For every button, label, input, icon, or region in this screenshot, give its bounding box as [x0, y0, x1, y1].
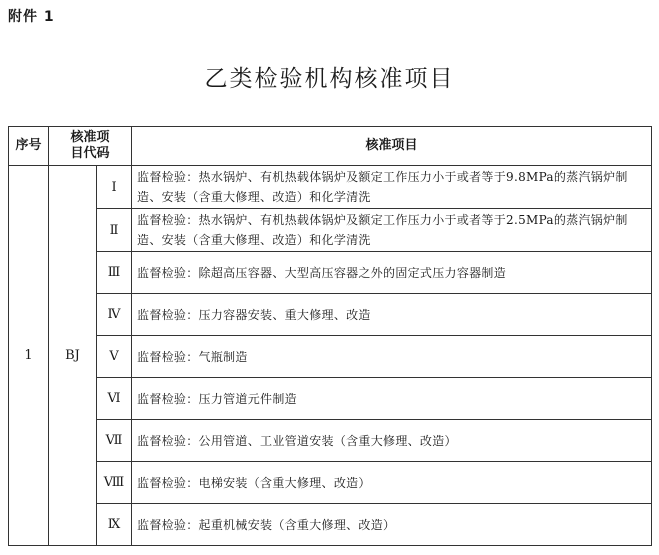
item-code: Ⅸ [97, 504, 132, 546]
item-code: Ⅵ [97, 378, 132, 420]
approval-items-table [8, 126, 652, 546]
table-row [9, 504, 652, 546]
item-code: Ⅷ [97, 462, 132, 504]
header-code-line1: 核准项 [70, 130, 110, 145]
item-code: Ⅲ [97, 252, 132, 294]
table-row [9, 462, 652, 504]
item-text: 监督检验：压力容器安装、重大修理、改造 [132, 294, 652, 336]
item-text: 监督检验：除超高压容器、大型高压容器之外的固定式压力容器制造 [132, 252, 652, 294]
item-text: 监督检验：热水锅炉、有机热载体锅炉及额定工作压力小于或者等于9.8MPa的蒸汽锅炉制造、安装（含重大修理、改造）和化学清洗 [132, 166, 652, 209]
item-text: 监督检验：气瓶制造 [132, 336, 652, 378]
table-row [9, 252, 652, 294]
item-text: 监督检验：热水锅炉、有机热载体锅炉及额定工作压力小于或者等于2.5MPa的蒸汽锅炉制造、安装（含重大修理、改造）和化学清洗 [132, 209, 652, 252]
table-row [9, 166, 652, 209]
header-code [49, 127, 132, 166]
item-code: Ⅱ [97, 209, 132, 252]
item-code: Ⅰ [97, 166, 132, 209]
table-row [9, 378, 652, 420]
item-text: 监督检验：公用管道、工业管道安装（含重大修理、改造） [132, 420, 652, 462]
table-header-row [9, 127, 652, 166]
item-text: 监督检验：电梯安装（含重大修理、改造） [132, 462, 652, 504]
table-row [9, 294, 652, 336]
group-index: 1 [9, 166, 49, 546]
group-code: BJ [49, 166, 97, 546]
attachment-label: 附件 1 [8, 9, 55, 25]
item-text: 监督检验：起重机械安装（含重大修理、改造） [132, 504, 652, 546]
table-row [9, 420, 652, 462]
item-code: Ⅶ [97, 420, 132, 462]
header-items: 核准项目 [132, 127, 652, 166]
header-code-line2: 目代码 [70, 146, 110, 161]
document-title: 乙类检验机构核准项目 [204, 66, 455, 92]
table-row [9, 336, 652, 378]
item-code: Ⅴ [97, 336, 132, 378]
table-row [9, 209, 652, 252]
item-code: Ⅳ [97, 294, 132, 336]
header-index: 序号 [9, 127, 49, 166]
item-text: 监督检验：压力管道元件制造 [132, 378, 652, 420]
